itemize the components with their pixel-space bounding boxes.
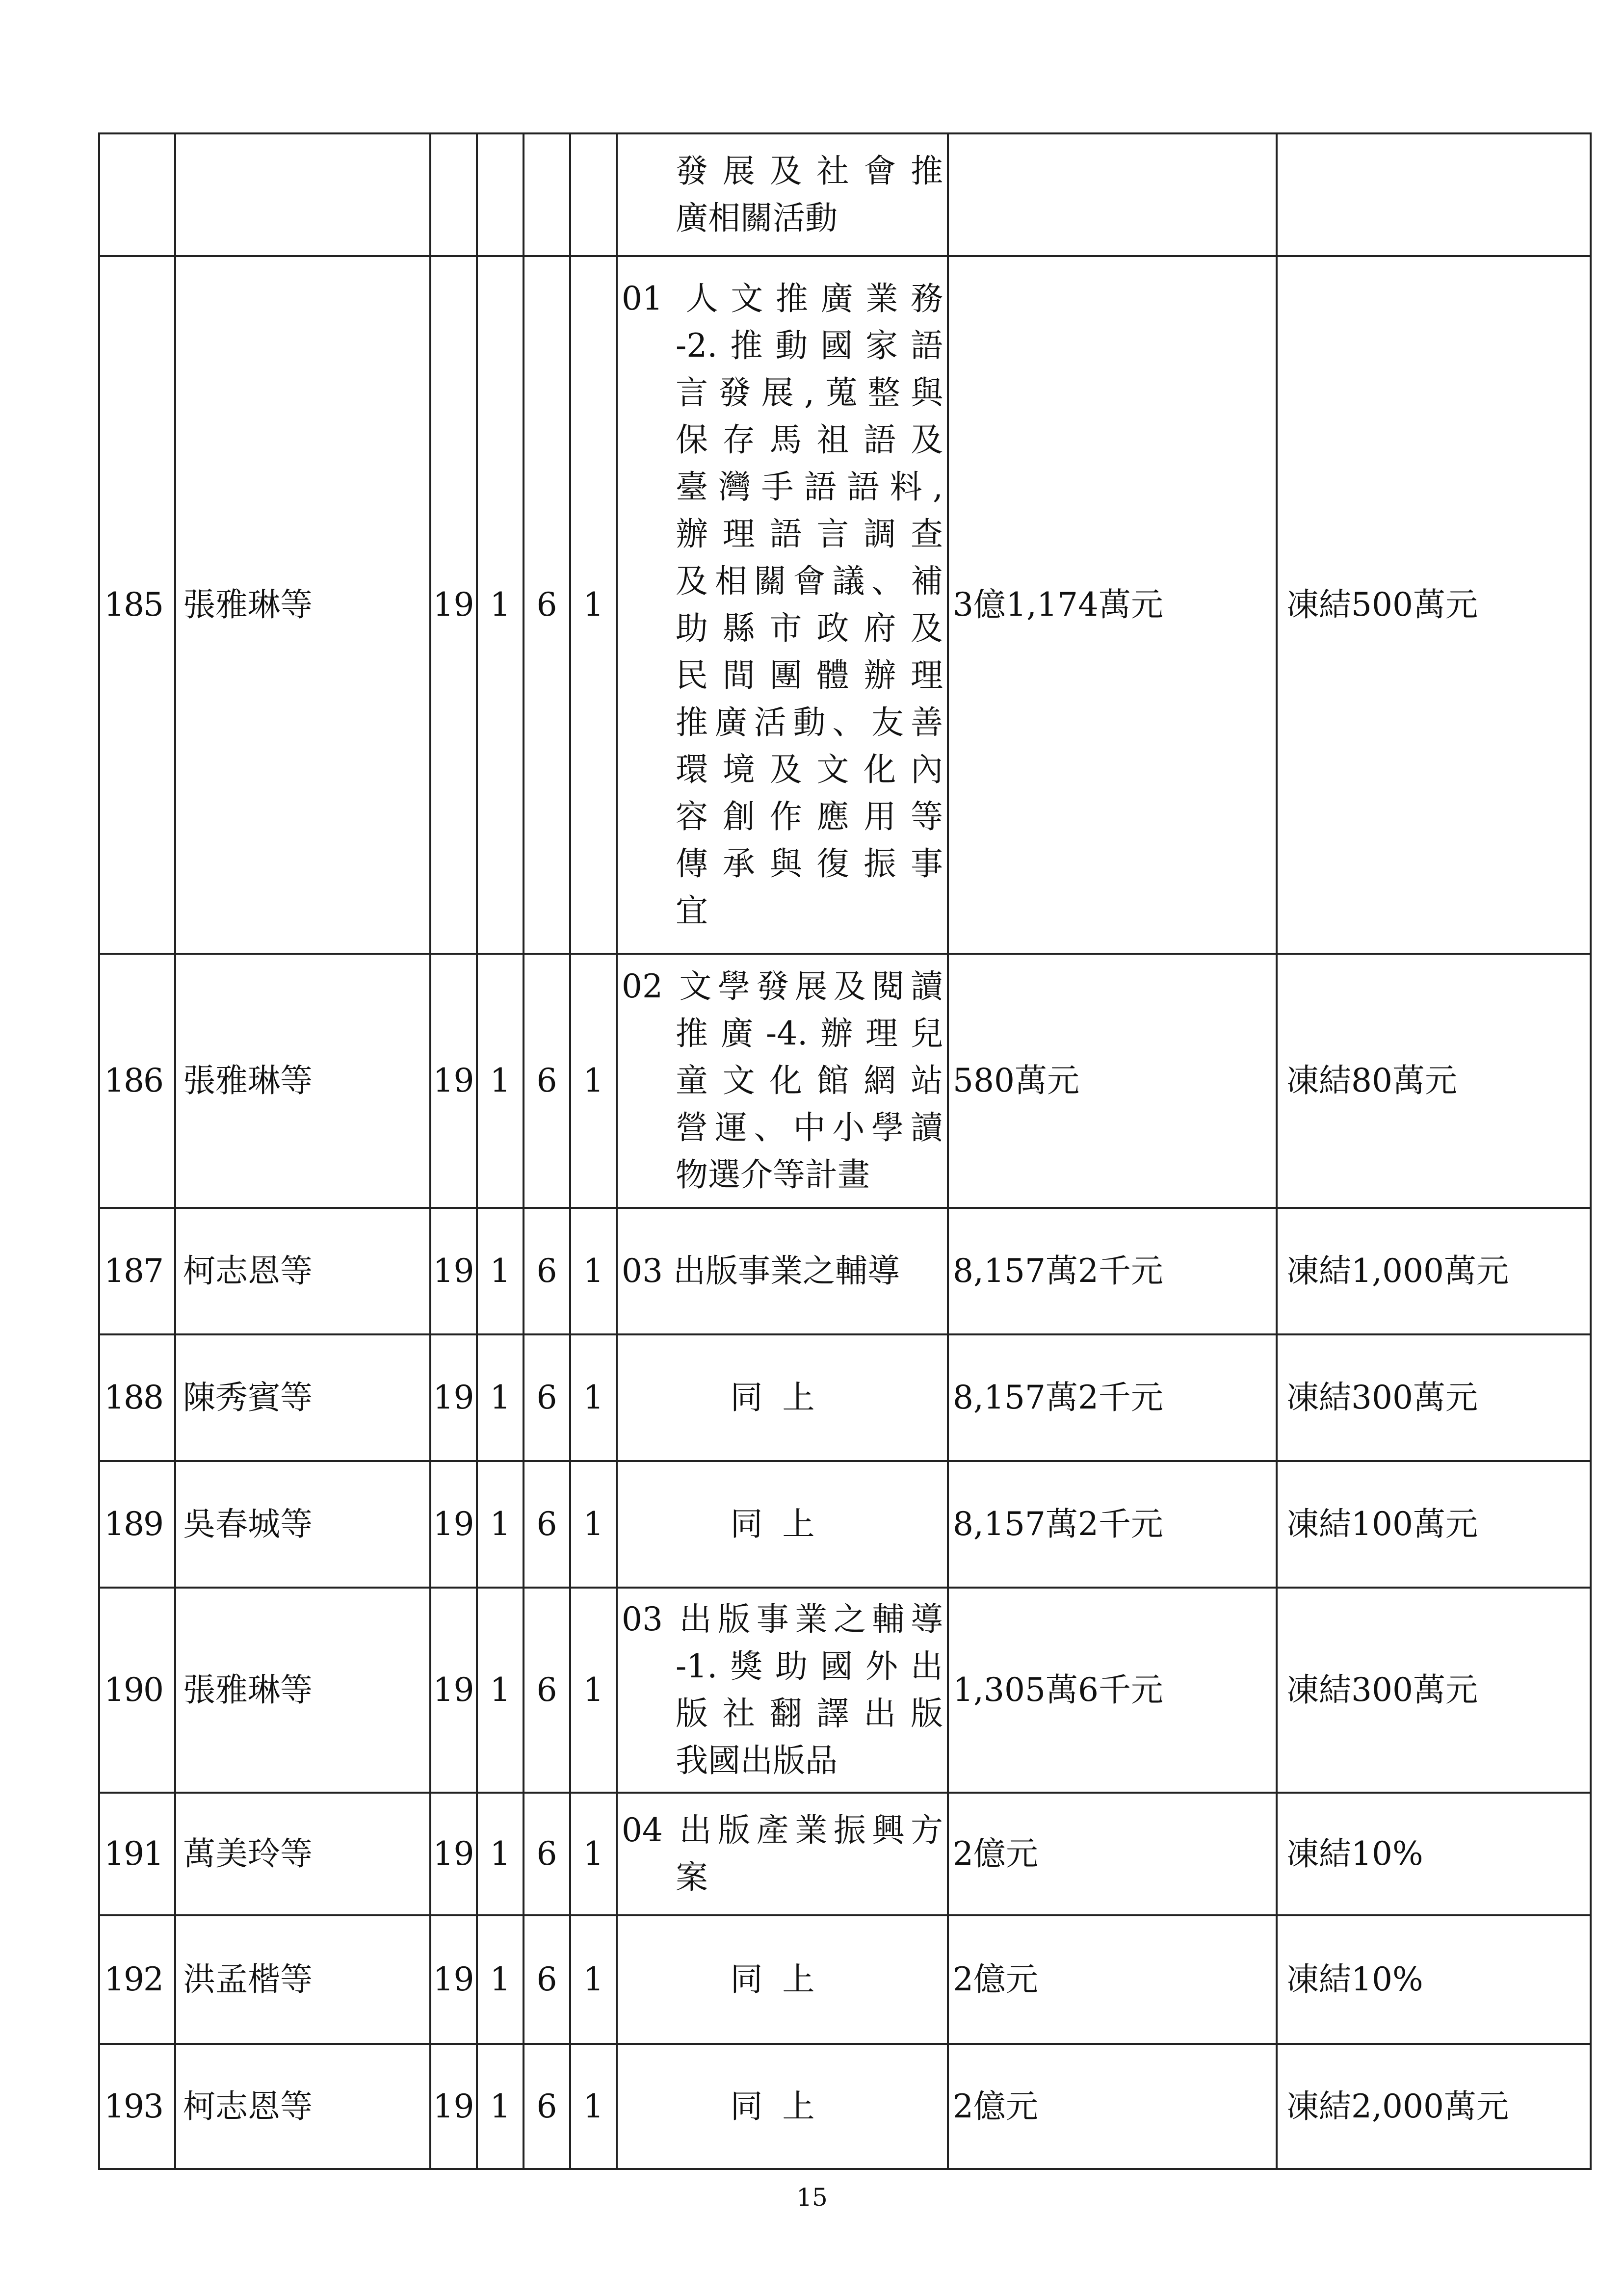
cell-proposer: 柯志恩等 — [175, 2044, 430, 2169]
table-row — [99, 1588, 1591, 1793]
item-same-as-above: 同上 — [730, 1960, 835, 1998]
item-line: 推廣活動、友善 — [676, 704, 943, 741]
cell-number: 192 — [99, 1915, 175, 2044]
cell-number: 186 — [99, 954, 175, 1208]
cell-code: 19 — [430, 1588, 477, 1793]
cell-number: 188 — [99, 1334, 175, 1461]
cell-item — [617, 1793, 948, 1915]
item-line: 助縣市政府及 — [676, 609, 943, 647]
cell-reduction: 凍結1,000萬元 — [1277, 1208, 1591, 1334]
item-line: 物選介等計畫 — [676, 1156, 870, 1194]
cell-code: 6 — [524, 1915, 570, 2044]
cell-code: 1 — [570, 1588, 617, 1793]
cell-reduction: 凍結10% — [1277, 1915, 1591, 2044]
cell-code: 1 — [570, 954, 617, 1208]
cell-code: 1 — [477, 256, 524, 954]
item-line: 廣相關活動 — [676, 199, 838, 237]
table-row — [99, 1208, 1591, 1334]
item-line: 童文化館網站 — [676, 1062, 943, 1099]
cell-proposer: 張雅琳等 — [175, 1588, 430, 1793]
cell-code: 19 — [430, 1915, 477, 2044]
cell-proposer: 陳秀賓等 — [175, 1334, 430, 1461]
cell-proposer: 張雅琳等 — [175, 954, 430, 1208]
cell-code: 6 — [524, 1461, 570, 1588]
cell-code: 1 — [477, 1334, 524, 1461]
budget-table — [98, 132, 1592, 2170]
cell-code: 6 — [524, 1334, 570, 1461]
cell-code: 19 — [430, 256, 477, 954]
cell-code — [477, 133, 524, 256]
cell-code: 19 — [430, 1208, 477, 1334]
item-line: 03 出版事業之輔導 — [622, 1252, 900, 1290]
item-line: 及相關會議、補 — [676, 562, 943, 600]
cell-item — [617, 954, 948, 1208]
item-line: 容創作應用等 — [676, 798, 943, 835]
cell-code: 1 — [570, 1208, 617, 1334]
cell-code: 19 — [430, 2044, 477, 2169]
cell-proposer: 柯志恩等 — [175, 1208, 430, 1334]
cell-amount — [948, 133, 1277, 256]
cell-number — [99, 133, 175, 256]
item-line: -2.推動國家語 — [676, 327, 943, 365]
cell-item — [617, 133, 948, 256]
cell-item — [617, 1461, 948, 1588]
item-line: 02 文學發展及閱讀 — [622, 967, 943, 1005]
item-line: 臺灣手語語料, — [676, 468, 943, 506]
cell-item — [617, 1334, 948, 1461]
item-line: 言發展,蒐整與 — [676, 374, 943, 412]
cell-code: 1 — [477, 1461, 524, 1588]
cell-code: 6 — [524, 954, 570, 1208]
item-line: 傳承與復振事 — [676, 845, 943, 883]
item-line: 03 出版事業之輔導 — [622, 1600, 943, 1638]
cell-proposer — [175, 133, 430, 256]
cell-code: 1 — [570, 1334, 617, 1461]
table-row — [99, 2044, 1591, 2169]
cell-code: 6 — [524, 256, 570, 954]
cell-reduction: 凍結100萬元 — [1277, 1461, 1591, 1588]
table-row — [99, 256, 1591, 954]
table-row-continued — [99, 133, 1591, 256]
cell-amount: 2億元 — [948, 1915, 1277, 2044]
cell-amount: 8,157萬2千元 — [948, 1461, 1277, 1588]
item-line: 版社翻譯出版 — [676, 1695, 943, 1732]
table-row — [99, 1915, 1591, 2044]
cell-number: 185 — [99, 256, 175, 954]
cell-amount: 580萬元 — [948, 954, 1277, 1208]
cell-code: 6 — [524, 1793, 570, 1915]
cell-number: 187 — [99, 1208, 175, 1334]
table-row — [99, 1461, 1591, 1588]
cell-code: 19 — [430, 954, 477, 1208]
cell-code: 6 — [524, 2044, 570, 2169]
item-line: 發展及社會推 — [676, 152, 943, 190]
cell-reduction: 凍結80萬元 — [1277, 954, 1591, 1208]
cell-code: 1 — [570, 256, 617, 954]
cell-amount: 8,157萬2千元 — [948, 1334, 1277, 1461]
cell-code — [524, 133, 570, 256]
cell-reduction — [1277, 133, 1591, 256]
cell-amount: 3億1,174萬元 — [948, 256, 1277, 954]
item-line: 宜 — [676, 892, 708, 930]
item-line: 辦理語言調查 — [676, 515, 943, 553]
cell-code: 19 — [430, 1461, 477, 1588]
cell-number: 193 — [99, 2044, 175, 2169]
cell-code: 1 — [570, 2044, 617, 2169]
cell-code: 6 — [524, 1208, 570, 1334]
cell-number: 190 — [99, 1588, 175, 1793]
item-line: 我國出版品 — [676, 1742, 838, 1779]
item-line: 01 人文推廣業務 — [622, 280, 943, 317]
table-body — [99, 133, 1591, 2169]
cell-amount: 1,305萬6千元 — [948, 1588, 1277, 1793]
cell-code: 1 — [477, 1915, 524, 2044]
cell-reduction: 凍結2,000萬元 — [1277, 2044, 1591, 2169]
cell-code — [570, 133, 617, 256]
cell-reduction: 凍結500萬元 — [1277, 256, 1591, 954]
cell-item — [617, 256, 948, 954]
cell-proposer: 洪孟楷等 — [175, 1915, 430, 2044]
cell-code: 1 — [477, 1208, 524, 1334]
cell-amount: 2億元 — [948, 2044, 1277, 2169]
item-line: 環境及文化內 — [676, 751, 943, 788]
cell-proposer: 萬美玲等 — [175, 1793, 430, 1915]
cell-code: 1 — [570, 1461, 617, 1588]
cell-proposer: 吳春城等 — [175, 1461, 430, 1588]
cell-item — [617, 2044, 948, 2169]
item-line: 推廣-4.辦理兒 — [676, 1015, 943, 1052]
table-row — [99, 1334, 1591, 1461]
cell-code: 1 — [477, 2044, 524, 2169]
item-same-as-above: 同上 — [730, 1379, 835, 1416]
item-line: -1.獎助國外出 — [676, 1647, 943, 1685]
cell-code: 1 — [570, 1793, 617, 1915]
cell-reduction: 凍結10% — [1277, 1793, 1591, 1915]
item-line: 營運、中小學讀 — [676, 1109, 943, 1147]
item-line: 民間團體辦理 — [676, 656, 943, 694]
cell-code: 19 — [430, 1793, 477, 1915]
cell-item — [617, 1915, 948, 2044]
item-line: 保存馬祖語及 — [676, 421, 943, 459]
cell-code: 1 — [477, 1793, 524, 1915]
cell-amount: 2億元 — [948, 1793, 1277, 1915]
cell-reduction: 凍結300萬元 — [1277, 1334, 1591, 1461]
cell-number: 189 — [99, 1461, 175, 1588]
cell-code: 6 — [524, 1588, 570, 1793]
item-line: 04 出版產業振興方 — [622, 1811, 943, 1849]
cell-number: 191 — [99, 1793, 175, 1915]
table-row — [99, 954, 1591, 1208]
cell-code — [430, 133, 477, 256]
item-same-as-above: 同上 — [730, 2087, 835, 2125]
cell-item — [617, 1208, 948, 1334]
table-row — [99, 1793, 1591, 1915]
cell-proposer: 張雅琳等 — [175, 256, 430, 954]
item-same-as-above: 同上 — [730, 1505, 835, 1543]
page-number: 15 — [796, 2183, 828, 2212]
cell-code: 19 — [430, 1334, 477, 1461]
cell-item — [617, 1588, 948, 1793]
cell-code: 1 — [570, 1915, 617, 2044]
cell-amount: 8,157萬2千元 — [948, 1208, 1277, 1334]
item-line: 案 — [676, 1858, 708, 1896]
cell-code: 1 — [477, 954, 524, 1208]
cell-code: 1 — [477, 1588, 524, 1793]
cell-reduction: 凍結300萬元 — [1277, 1588, 1591, 1793]
